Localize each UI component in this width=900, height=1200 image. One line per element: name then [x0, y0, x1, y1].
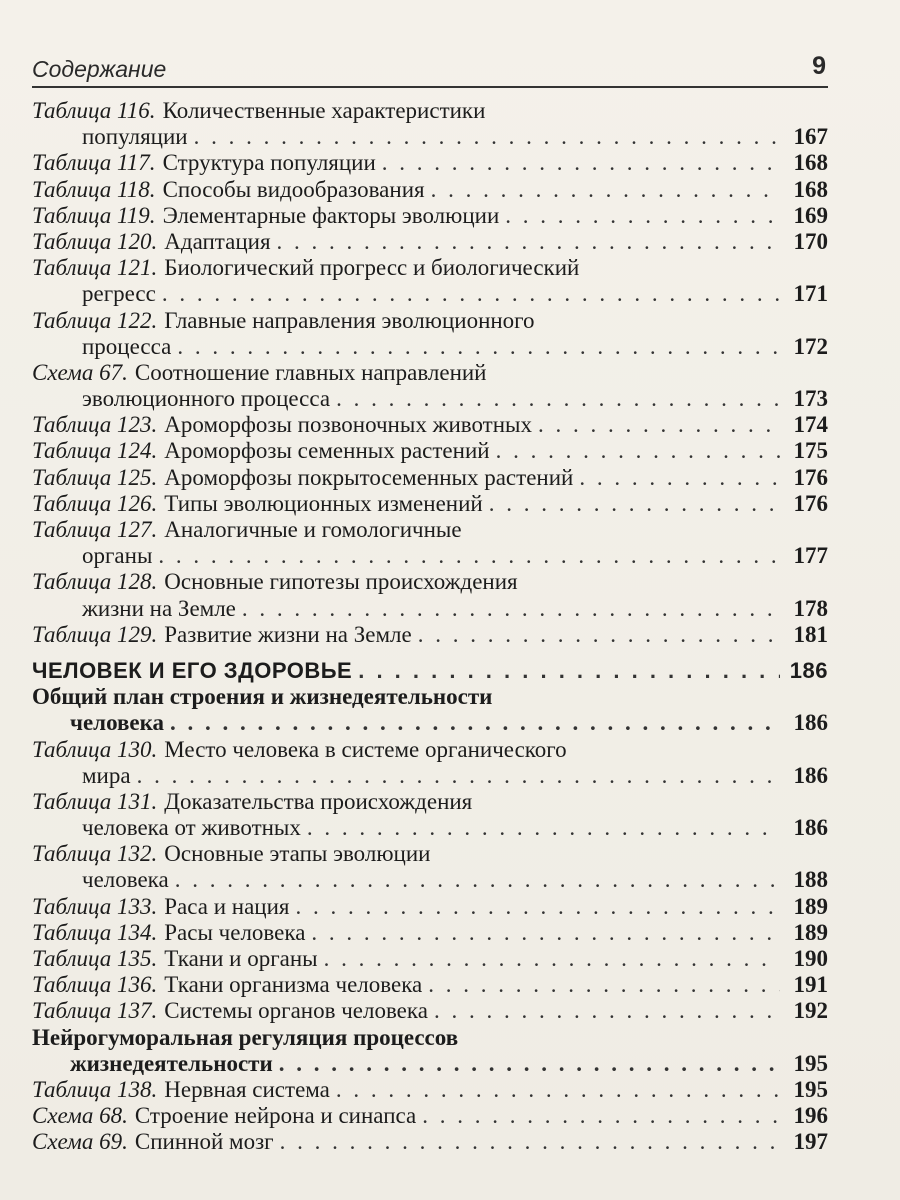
- toc-entry-title: эволюционного процесса: [82, 386, 331, 412]
- toc-entry-label: Таблица 138.: [32, 1076, 158, 1102]
- toc-entry-label: Таблица 130.: [32, 736, 158, 762]
- toc-entry-title: Ароморфозы позвоночных животных: [164, 412, 532, 438]
- toc-page-number: 181: [793, 621, 828, 647]
- toc-entry-title: Развитие жизни на Земле: [164, 621, 412, 647]
- toc-entry-subsection[interactable]: [32, 1025, 828, 1077]
- toc-line: [32, 1077, 828, 1103]
- toc-entry-label: Таблица 126.: [32, 490, 158, 516]
- toc-entry-title: процесса: [82, 333, 172, 359]
- toc-page-number: 186: [789, 657, 828, 683]
- section-heading: [32, 658, 828, 684]
- toc-page-number: 168: [793, 176, 828, 202]
- toc-line: [32, 281, 828, 307]
- toc-entry-entry[interactable]: [32, 465, 828, 491]
- toc-entry-entry[interactable]: [32, 1129, 828, 1155]
- toc-entry-entry[interactable]: [32, 360, 828, 412]
- toc-entry-entry[interactable]: [32, 255, 828, 307]
- toc-entry-title: Аналогичные и гомологичные: [164, 517, 462, 542]
- toc-entry-label: Схема 68.: [32, 1103, 128, 1129]
- toc-entry-label: Таблица 120.: [32, 228, 158, 254]
- toc-entry-label: Таблица 125.: [32, 464, 158, 490]
- toc-entry-label: Таблица 116.: [32, 98, 156, 123]
- toc-entry-title: Главные направления эволюционного: [164, 307, 535, 333]
- toc-entry-title: Системы органов человека: [164, 998, 428, 1024]
- toc-entry-label: Таблица 127.: [32, 517, 158, 542]
- dot-leader: [336, 386, 780, 412]
- page-header: [32, 52, 828, 88]
- toc-entry-entry[interactable]: [32, 737, 828, 789]
- toc-line: [32, 763, 828, 789]
- toc-line: [32, 308, 828, 334]
- toc-line: [32, 622, 828, 648]
- toc-line: [32, 569, 828, 595]
- toc-page-number: 173: [793, 386, 828, 412]
- toc-entry-title: Соотношение главных направлений: [134, 359, 487, 385]
- toc-line: [32, 789, 828, 815]
- toc-entry-entry[interactable]: [32, 894, 828, 920]
- toc-page-number: 188: [793, 867, 828, 893]
- toc-entry-title: Способы видообразования: [162, 176, 425, 202]
- toc-entry-title: Место человека в системе органического: [164, 736, 567, 762]
- toc-page-number: 168: [793, 150, 828, 176]
- toc-entry-label: Таблица 117.: [32, 150, 156, 176]
- toc-line: [32, 920, 828, 946]
- dot-leader: [175, 867, 780, 893]
- toc-entry-label: Таблица 122.: [32, 307, 158, 333]
- toc-page-number: 189: [793, 919, 828, 945]
- toc-page-number: 192: [793, 998, 828, 1024]
- dot-leader: [496, 438, 780, 464]
- toc-page-number: 186: [793, 710, 828, 736]
- dot-leader: [358, 658, 780, 684]
- dot-leader: [158, 543, 780, 569]
- toc-entry-title: мира: [82, 762, 131, 788]
- toc-line: [32, 998, 828, 1024]
- toc-line: [32, 543, 828, 569]
- toc-line: [32, 972, 828, 998]
- toc-line: [32, 229, 828, 255]
- toc-entry-entry[interactable]: [32, 438, 828, 464]
- toc-line: [32, 203, 828, 229]
- toc-line: [32, 150, 828, 176]
- toc-entry-title: популяции: [82, 124, 188, 150]
- toc-entry-entry[interactable]: [32, 517, 828, 569]
- toc-entry-label: Таблица 128.: [32, 569, 158, 595]
- toc-entry-entry[interactable]: [32, 789, 828, 841]
- section-title: ЧЕЛОВЕК И ЕГО ЗДОРОВЬЕ: [32, 657, 353, 683]
- dot-leader: [422, 1103, 780, 1129]
- running-title: Содержание: [32, 56, 167, 82]
- toc-entry-entry[interactable]: [32, 98, 828, 150]
- toc-line: [32, 684, 828, 710]
- toc-entry-title: Раса и нация: [164, 893, 290, 919]
- toc-entry-label: Таблица 124.: [32, 438, 158, 464]
- toc-entry-label: Схема 67.: [32, 359, 128, 385]
- toc-entry-label: Таблица 132.: [32, 841, 158, 867]
- toc-page-number: 171: [793, 281, 828, 307]
- toc-line: [32, 360, 828, 386]
- toc-page-number: 176: [793, 464, 828, 490]
- toc-line: [32, 491, 828, 517]
- toc-line: [32, 517, 828, 543]
- toc-line: [32, 1051, 828, 1077]
- dot-leader: [505, 203, 780, 229]
- dot-leader: [242, 596, 780, 622]
- page-number: 9: [812, 52, 826, 80]
- toc-entry-entry[interactable]: [32, 412, 828, 438]
- toc-page-number: 189: [793, 893, 828, 919]
- toc-entry-label: Таблица 135.: [32, 946, 158, 971]
- dot-leader: [280, 1129, 780, 1155]
- toc-entry-title: Ткани организма человека: [164, 972, 423, 998]
- toc-entry-title: Спинной мозг: [134, 1129, 274, 1155]
- toc-entry-entry[interactable]: [32, 229, 828, 255]
- toc-entry-entry[interactable]: [32, 972, 828, 998]
- toc-line: [32, 815, 828, 841]
- table-of-contents: [32, 98, 828, 1156]
- toc-entry-title: Нервная система: [164, 1076, 330, 1102]
- toc-entry-label: Схема 69.: [32, 1129, 128, 1155]
- toc-page-number: 177: [793, 543, 828, 569]
- toc-page-number: 196: [793, 1103, 828, 1129]
- toc-entry-title: органы: [82, 543, 153, 569]
- toc-line: [32, 867, 828, 893]
- toc-entry-label: Таблица 119.: [32, 202, 156, 228]
- toc-entry-label: Таблица 123.: [32, 412, 158, 438]
- toc-page-number: 176: [793, 490, 828, 516]
- toc-line: [32, 255, 828, 281]
- toc-entry-title: Основные гипотезы происхождения: [164, 569, 518, 595]
- toc-entry-label: Таблица 121.: [32, 255, 158, 281]
- toc-entry-title: Элементарные факторы эволюции: [162, 202, 500, 228]
- dot-leader: [137, 763, 780, 789]
- subsection-title: Нейрогуморальная регуляция процессов: [32, 1024, 459, 1050]
- toc-entry-title: Строение нейрона и синапса: [134, 1103, 417, 1129]
- toc-line: [32, 177, 828, 203]
- dot-leader: [162, 281, 780, 307]
- toc-entry-title: регресс: [82, 281, 156, 307]
- toc-page-number: 170: [793, 228, 828, 254]
- dot-leader: [170, 710, 780, 736]
- toc-entry-label: Таблица 136.: [32, 972, 158, 998]
- toc-line: [32, 737, 828, 763]
- toc-entry-title: человека от животных: [82, 815, 301, 841]
- toc-page-number: 197: [793, 1129, 828, 1155]
- toc-entry-entry[interactable]: [32, 569, 828, 621]
- subsection-title: Общий план строения и жизнедеятельности: [32, 684, 493, 710]
- toc-line: [32, 98, 828, 124]
- dot-leader: [382, 150, 780, 176]
- toc-page-number: 195: [793, 1050, 828, 1076]
- toc-line: [32, 841, 828, 867]
- toc-entry-label: Таблица 137.: [32, 998, 158, 1024]
- toc-entry-title: Ароморфозы семенных растений: [164, 438, 490, 464]
- toc-page-number: 186: [793, 815, 828, 841]
- toc-entry-title: Количественные характеристики: [162, 98, 486, 123]
- toc-entry-entry[interactable]: [32, 203, 828, 229]
- dot-leader: [311, 920, 780, 946]
- dot-leader: [194, 124, 780, 150]
- dot-leader: [434, 998, 780, 1024]
- toc-entry-title: Структура популяции: [162, 150, 376, 176]
- dot-leader: [428, 972, 780, 998]
- toc-page-number: 167: [793, 124, 828, 150]
- dot-leader: [538, 412, 780, 438]
- toc-entry-subsection[interactable]: [32, 684, 828, 736]
- toc-line: [32, 894, 828, 920]
- toc-page-number: 195: [793, 1076, 828, 1102]
- dot-leader: [277, 229, 780, 255]
- toc-line: [32, 334, 828, 360]
- toc-entry-entry[interactable]: [32, 308, 828, 360]
- toc-entry-label: Таблица 118.: [32, 176, 156, 202]
- toc-line: [32, 412, 828, 438]
- toc-line: [32, 710, 828, 736]
- toc-page-number: 191: [793, 972, 828, 998]
- dot-leader: [579, 465, 780, 491]
- toc-line: [32, 1129, 828, 1155]
- dot-leader: [324, 946, 780, 972]
- subsection-title: человека: [70, 710, 165, 736]
- dot-leader: [418, 622, 780, 648]
- toc-line: [32, 438, 828, 464]
- toc-entry-entry[interactable]: [32, 491, 828, 517]
- toc-entry-entry[interactable]: [32, 622, 828, 648]
- toc-entry-label: Таблица 131.: [32, 788, 158, 814]
- toc-page-number: 190: [793, 946, 828, 971]
- toc-entry-label: Таблица 129.: [32, 621, 158, 647]
- toc-entry-title: Доказательства происхождения: [164, 788, 473, 814]
- toc-page-number: 186: [793, 762, 828, 788]
- toc-line: [32, 386, 828, 412]
- dot-leader: [296, 894, 781, 920]
- toc-entry-entry[interactable]: [32, 177, 828, 203]
- toc-entry-section[interactable]: [32, 658, 828, 684]
- toc-entry-label: Таблица 133.: [32, 893, 158, 919]
- dot-leader: [177, 334, 780, 360]
- toc-entry-label: Таблица 134.: [32, 919, 158, 945]
- dot-leader: [279, 1051, 780, 1077]
- toc-page-number: 169: [793, 202, 828, 228]
- toc-page-number: 175: [793, 438, 828, 464]
- toc-line: [32, 465, 828, 491]
- toc-line: [32, 124, 828, 150]
- toc-entry-title: Адаптация: [164, 228, 271, 254]
- subsection-title: жизнедеятельности: [70, 1050, 273, 1076]
- toc-line: [32, 946, 828, 972]
- toc-page-number: 172: [793, 333, 828, 359]
- toc-line: [32, 1025, 828, 1051]
- toc-entry-title: Расы человека: [164, 919, 306, 945]
- toc-line: [32, 596, 828, 622]
- toc-entry-entry[interactable]: [32, 998, 828, 1024]
- toc-entry-entry[interactable]: [32, 1077, 828, 1103]
- toc-entry-title: Основные этапы эволюции: [164, 841, 431, 867]
- toc-entry-entry[interactable]: [32, 150, 828, 176]
- toc-entry-title: жизни на Земле: [82, 595, 236, 621]
- toc-page-number: 174: [793, 412, 828, 438]
- dot-leader: [336, 1077, 780, 1103]
- toc-entry-entry[interactable]: [32, 841, 828, 893]
- toc-entry-title: Ткани и органы: [164, 946, 318, 971]
- dot-leader: [489, 491, 780, 517]
- toc-entry-title: Типы эволюционных изменений: [164, 490, 483, 516]
- toc-line: [32, 1103, 828, 1129]
- toc-entry-title: Биологический прогресс и биологический: [164, 255, 580, 281]
- dot-leader: [431, 177, 780, 203]
- toc-entry-title: Ароморфозы покрытосеменных растений: [164, 464, 574, 490]
- toc-entry-title: человека: [82, 867, 169, 893]
- toc-page-number: 178: [793, 595, 828, 621]
- toc-entry-entry[interactable]: [32, 1103, 828, 1129]
- dot-leader: [307, 815, 780, 841]
- toc-entry-entry[interactable]: [32, 946, 828, 972]
- toc-entry-entry[interactable]: [32, 920, 828, 946]
